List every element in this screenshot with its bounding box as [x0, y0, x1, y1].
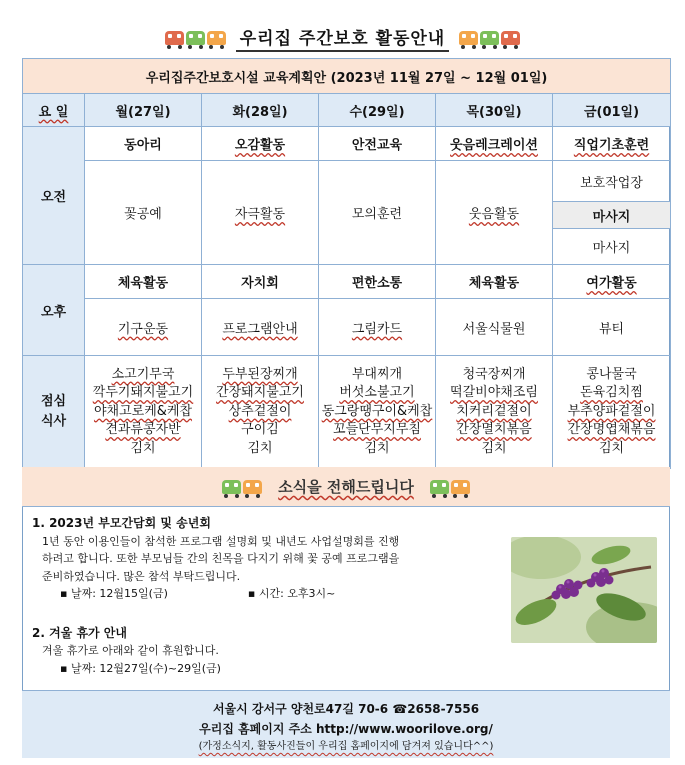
morning-head: 웃음레크레이션: [436, 127, 553, 161]
afternoon-activity: 기구운동: [85, 299, 202, 356]
lunch-menu-mon: 소고기무국 깍두기돼지불고기 야채고로케&케찹 견과류콩자반 김치: [85, 356, 202, 469]
morning-activity: 보호작업장: [553, 161, 671, 202]
header: [0, 22, 685, 54]
morning-head: 직업기초훈련: [553, 127, 671, 161]
afternoon-activity: 그림카드: [319, 299, 436, 356]
news-text: 겨울 휴가로 아래와 같이 휴원합니다.: [42, 644, 219, 657]
event-time: ▪ 시간: 오후3시~: [247, 587, 336, 600]
afternoon-head: 여가활동: [553, 265, 671, 299]
news-text: 하려고 합니다. 또한 부모님들 간의 친목을 다지기 위해 꽃 공예 프로그램을: [42, 552, 400, 565]
news-title: 소식을 전해드립니다: [278, 478, 414, 496]
holiday-date: ▪ 날짜: 12월27일(수)~29일(금): [60, 661, 221, 675]
morning-head: 동아리: [85, 127, 202, 161]
train-icon: [165, 31, 226, 45]
news-item-title: 2. 겨울 휴가 안내: [32, 625, 127, 640]
train-icon: [459, 31, 520, 45]
news-text: 준비하였습니다. 많은 참석 부탁드립니다.: [42, 569, 241, 583]
afternoon-head: 체육활동: [85, 265, 202, 299]
lunch-menu-fri: 콩나물국 돈육김치찜 부추양파겉절이 간장명엽채볶음 김치: [553, 356, 671, 469]
day-tue: 화(28일): [202, 94, 319, 127]
news-text: 1년 동안 이용인들이 참석한 프로그램 설명회 및 내년도 사업설명회를 진행: [42, 534, 400, 548]
lunch-menu-thu: 청국장찌개 떡갈비야채조림 치커리겉절이 간장멸치볶음 김치: [436, 356, 553, 469]
lunch-menu-tue: 두부된장찌개 간장돼지불고기 상추겉절이 구이김 김치: [202, 356, 319, 469]
afternoon-label: 오후: [23, 265, 85, 356]
footer-homepage[interactable]: 우리집 홈페이지 주소 http://www.woorilove.org/: [199, 722, 493, 736]
day-label: 요 일: [23, 94, 85, 127]
morning-activity: 웃음활동: [436, 161, 553, 265]
morning-activity: 마사지: [553, 229, 671, 265]
train-icon: [430, 480, 470, 494]
day-wed: 수(29일): [319, 94, 436, 127]
lunch-label: 점심 식사: [23, 356, 85, 469]
afternoon-activity: 프로그램안내: [202, 299, 319, 356]
afternoon-activity: 뷰티: [553, 299, 671, 356]
afternoon-activity: 서울식물원: [436, 299, 553, 356]
news-details: [60, 585, 502, 603]
morning-activity: 모의훈련: [319, 161, 436, 265]
weekly-plan-table: [22, 58, 671, 469]
afternoon-head: 편한소통: [319, 265, 436, 299]
beautyberry-photo: [511, 537, 657, 643]
afternoon-head: 자치회: [202, 265, 319, 299]
morning-head: 오감활동: [202, 127, 319, 161]
train-icon: [222, 480, 262, 494]
afternoon-head: 체육활동: [436, 265, 553, 299]
page-title: 우리집 주간보호 활동안내: [236, 24, 449, 52]
morning-head: 안전교육: [319, 127, 436, 161]
morning-label: 오전: [23, 127, 85, 265]
event-date: ▪ 날짜: 12월15일(금): [60, 587, 168, 600]
morning-subhead: 마사지: [553, 202, 671, 229]
day-mon: 월(27일): [85, 94, 202, 127]
news-item-title: 1. 2023년 부모간담회 및 송년회: [32, 516, 211, 530]
day-fri: 금(01일): [553, 94, 671, 127]
footer-address: 서울시 강서구 양천로47길 70-6 ☎2658-7556: [212, 702, 480, 716]
morning-activity: 자극활동: [202, 161, 319, 265]
day-thu: 목(30일): [436, 94, 553, 127]
news-details: [60, 660, 502, 678]
footer: [22, 690, 670, 758]
plan-title: 우리집주간보호시설 교육계획안 (2023년 11월 27일 ~ 12월 01일): [23, 59, 671, 94]
morning-activity: 꽃공예: [85, 161, 202, 265]
news-body: [32, 515, 502, 677]
lunch-menu-wed: 부대찌개 버섯소불고기 동그랑땡구이&케찹 꼬들단무지무침 김치: [319, 356, 436, 469]
footer-note: (가정소식지, 활동사진들이 우리집 홈페이지에 담겨져 있습니다^^): [198, 741, 494, 752]
news-header: [22, 467, 670, 507]
